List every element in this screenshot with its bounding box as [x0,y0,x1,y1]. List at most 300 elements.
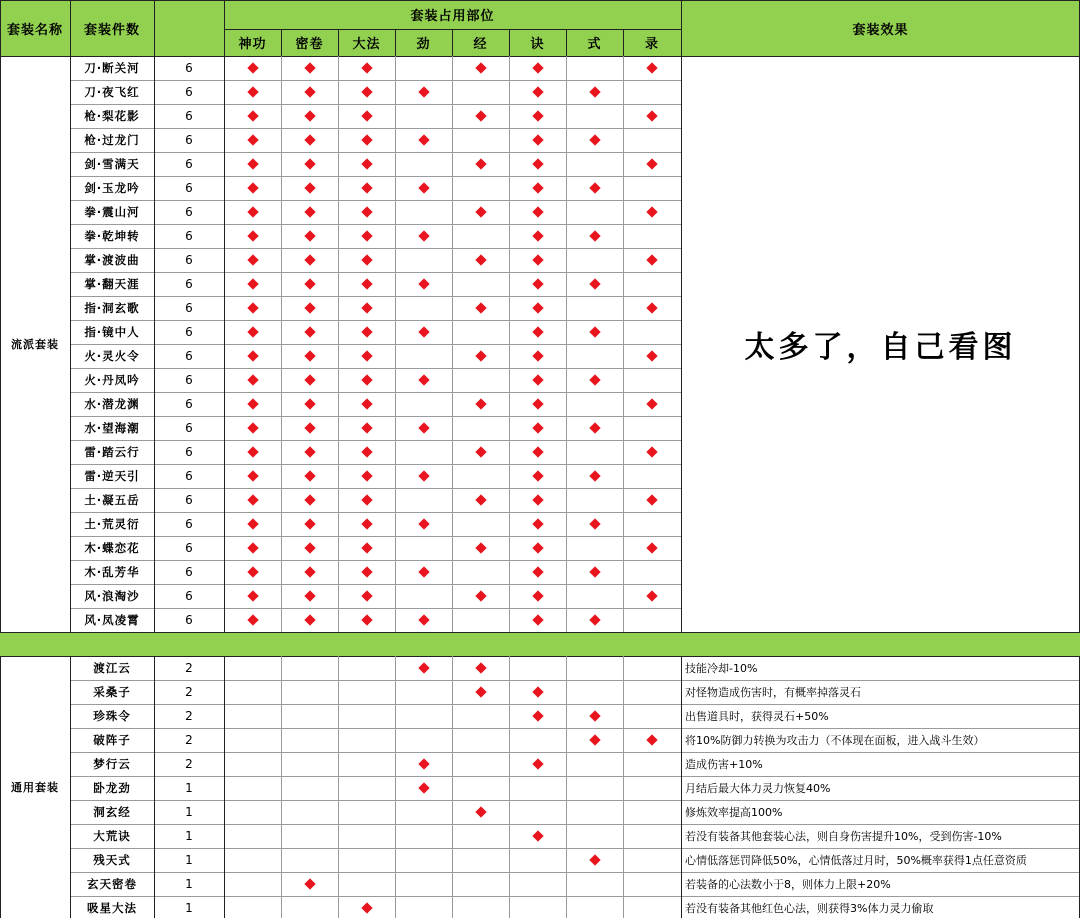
red-diamond-icon [304,254,315,265]
suit-count-cell: 6 [185,613,193,627]
suit-name-cell: 玄天密卷 [87,877,137,891]
slot-cell [395,368,452,392]
red-diamond-icon [475,806,486,817]
red-diamond-icon [247,398,258,409]
slot-cell [509,872,566,896]
grid-line [0,56,1,632]
slot-cell [509,800,566,824]
slot-cell [509,56,566,80]
slot-cell [509,848,566,872]
slot-cell [395,272,452,296]
slot-cell [224,248,281,272]
red-diamond-icon [589,734,600,745]
red-diamond-icon [418,326,429,337]
red-diamond-icon [418,470,429,481]
grid-line [154,0,155,56]
suit-effect-cell: 若装备的心法数小于8，则体力上限+20% [685,878,891,891]
slot-cell [338,896,395,920]
suit-count-cell: 1 [185,829,193,843]
red-diamond-icon [304,494,315,505]
grid-line [281,29,282,56]
slot-cell [224,656,281,680]
slot-cell [623,104,681,128]
slot-cell [281,488,338,512]
red-diamond-icon [247,254,258,265]
slot-cell [452,440,509,464]
slot-cell [509,320,566,344]
grid-line [70,704,1080,705]
suit-name-cell: 指·镜中人 [84,325,140,339]
slot-cell [281,320,338,344]
red-diamond-icon [475,206,486,217]
red-diamond-icon [589,518,600,529]
red-diamond-icon [589,422,600,433]
red-diamond-icon [532,254,543,265]
red-diamond-icon [532,62,543,73]
grid-line [0,656,1080,657]
slot-cell [509,224,566,248]
slot-cell [452,560,509,584]
grid-line [70,320,682,321]
slot-cell [566,224,623,248]
slot-cell [281,200,338,224]
slot-cell [623,512,681,536]
suit-name-cell: 水·望海潮 [84,421,140,435]
red-diamond-icon [589,710,600,721]
red-diamond-icon [418,614,429,625]
slot-cell [395,512,452,536]
slot-cell [281,800,338,824]
slot-cell [623,680,681,704]
grid-line [509,56,510,632]
slot-cell [566,104,623,128]
slot-cell [566,56,623,80]
slot-cell [623,608,681,632]
red-diamond-icon [247,374,258,385]
red-diamond-icon [646,494,657,505]
slot-cell [338,656,395,680]
red-diamond-icon [418,758,429,769]
slot-cell [623,464,681,488]
red-diamond-icon [532,446,543,457]
slot-cell [224,536,281,560]
red-diamond-icon [589,230,600,241]
slot-cell [509,128,566,152]
slot-cell [338,368,395,392]
header-slot-group: 套装占用部位 [224,0,681,29]
slot-cell [623,416,681,440]
red-diamond-icon [361,566,372,577]
red-diamond-icon [589,566,600,577]
slot-cell [509,440,566,464]
red-diamond-icon [304,62,315,73]
red-diamond-icon [304,182,315,193]
red-diamond-icon [532,110,543,121]
red-diamond-icon [304,398,315,409]
suit-name-cell: 土·荒灵衍 [84,517,140,531]
red-diamond-icon [589,134,600,145]
slot-cell [395,536,452,560]
slot-cell [623,848,681,872]
slot-cell [395,440,452,464]
slot-cell [338,320,395,344]
slot-cell [395,416,452,440]
red-diamond-icon [475,350,486,361]
red-diamond-icon [475,662,486,673]
slot-cell [281,392,338,416]
red-diamond-icon [304,446,315,457]
grid-line [70,0,71,56]
suit-name-cell: 火·丹凤吟 [84,373,140,387]
red-diamond-icon [646,62,657,73]
grid-line [452,56,453,632]
red-diamond-icon [247,158,258,169]
red-diamond-icon [475,62,486,73]
slot-cell [338,344,395,368]
slot-cell [509,704,566,728]
suit-count-cell: 6 [185,373,193,387]
slot-cell [395,896,452,920]
red-diamond-icon [361,518,372,529]
slot-cell [338,872,395,896]
grid-line [681,656,682,918]
suit-name-cell: 土·凝五岳 [84,493,140,507]
slot-cell [338,584,395,608]
slot-cell [338,560,395,584]
suit-count-cell: 6 [185,157,193,171]
slot-cell [566,800,623,824]
red-diamond-icon [532,686,543,697]
slot-cell [395,224,452,248]
grid-line [70,608,682,609]
slot-cell [224,848,281,872]
red-diamond-icon [361,278,372,289]
slot-cell [452,80,509,104]
grid-line [224,56,225,632]
grid-line [70,344,682,345]
red-diamond-icon [247,422,258,433]
red-diamond-icon [646,350,657,361]
slot-cell [452,128,509,152]
red-diamond-icon [304,590,315,601]
red-diamond-icon [304,422,315,433]
red-diamond-icon [361,254,372,265]
slot-cell [395,392,452,416]
slot-cell [509,368,566,392]
suit-count-cell: 6 [185,349,193,363]
red-diamond-icon [361,542,372,553]
suit-name-cell: 火·灵火令 [84,349,140,363]
grid-line [509,29,510,56]
red-diamond-icon [475,110,486,121]
slot-cell [452,272,509,296]
suit-name-cell: 掌·翻天涯 [84,277,140,291]
slot-cell [566,152,623,176]
red-diamond-icon [304,326,315,337]
slot-cell [623,896,681,920]
grid-line [566,56,567,632]
slot-cell [281,848,338,872]
red-diamond-icon [247,110,258,121]
red-diamond-icon [646,398,657,409]
suit-name-cell: 风·凤凌霄 [84,613,140,627]
grid-line [623,29,624,56]
suit-count-cell: 2 [185,733,193,747]
grid-line [623,56,624,632]
grid-line [70,536,682,537]
grid-line [395,56,396,632]
slot-cell [338,776,395,800]
red-diamond-icon [532,302,543,313]
slot-cell [623,248,681,272]
red-diamond-icon [532,470,543,481]
red-diamond-icon [532,614,543,625]
slot-cell [452,176,509,200]
grid-line [70,728,1080,729]
slot-cell [566,512,623,536]
slot-cell [338,848,395,872]
slot-cell [509,200,566,224]
red-diamond-icon [361,422,372,433]
suit-name-cell: 剑·玉龙吟 [84,181,140,195]
slot-cell [566,560,623,584]
slot-cell [566,872,623,896]
slot-cell [566,296,623,320]
slot-cell [623,296,681,320]
suit-name-cell: 枪·过龙门 [84,133,140,147]
red-diamond-icon [361,134,372,145]
red-diamond-icon [361,350,372,361]
slot-cell [509,176,566,200]
slot-cell [338,176,395,200]
slot-cell [566,488,623,512]
slot-cell [566,776,623,800]
red-diamond-icon [532,830,543,841]
red-diamond-icon [247,230,258,241]
red-diamond-icon [247,206,258,217]
grid-line [70,896,1080,897]
slot-cell [452,488,509,512]
red-diamond-icon [418,566,429,577]
grid-line [70,848,1080,849]
red-diamond-icon [589,374,600,385]
red-diamond-icon [646,110,657,121]
slot-cell [338,152,395,176]
slot-cell [224,440,281,464]
suit-effect-cell: 技能冷却-10% [685,662,758,675]
slot-cell [338,608,395,632]
slot-cell [623,656,681,680]
slot-cell [224,608,281,632]
separator-band [0,632,1080,656]
grid-line [623,656,624,918]
slot-cell [281,344,338,368]
red-diamond-icon [646,446,657,457]
slot-cell [224,176,281,200]
slot-cell [281,272,338,296]
slot-cell [338,464,395,488]
slot-cell [281,896,338,920]
red-diamond-icon [418,374,429,385]
slot-cell [623,200,681,224]
slot-cell [281,680,338,704]
red-diamond-icon [361,302,372,313]
red-diamond-icon [304,374,315,385]
slot-cell [224,392,281,416]
suit-name-cell: 剑·雪满天 [84,157,140,171]
red-diamond-icon [361,590,372,601]
suit-count-cell: 2 [185,661,193,675]
slot-cell [509,656,566,680]
slot-cell [566,896,623,920]
suit-effect-cell: 若没有装备其他套装心法，则自身伤害提升10%，受到伤害-10% [685,830,1002,843]
slot-cell [623,584,681,608]
red-diamond-icon [418,134,429,145]
grid-line [70,560,682,561]
grid-line [70,440,682,441]
grid-line [70,152,682,153]
red-diamond-icon [418,518,429,529]
slot-cell [566,176,623,200]
red-diamond-icon [475,494,486,505]
red-diamond-icon [247,518,258,529]
grid-line [70,752,1080,753]
slot-cell [452,224,509,248]
red-diamond-icon [304,470,315,481]
slot-cell [623,344,681,368]
slot-cell [338,488,395,512]
suit-name-cell: 破阵子 [93,733,131,747]
red-diamond-icon [532,398,543,409]
red-diamond-icon [361,206,372,217]
suit-effect-cell: 对怪物造成伤害时，有概率掉落灵石 [685,686,861,699]
red-diamond-icon [247,494,258,505]
suit-count-cell: 6 [185,445,193,459]
red-diamond-icon [532,758,543,769]
slot-cell [452,200,509,224]
red-diamond-icon [418,782,429,793]
red-diamond-icon [361,110,372,121]
slot-cell [452,896,509,920]
red-diamond-icon [304,86,315,97]
slot-cell [395,752,452,776]
red-diamond-icon [304,134,315,145]
red-diamond-icon [304,350,315,361]
slot-cell [224,584,281,608]
slot-cell [509,608,566,632]
slot-cell [623,56,681,80]
grid-line [70,368,682,369]
slot-cell [509,584,566,608]
slot-cell [509,296,566,320]
red-diamond-icon [532,566,543,577]
red-diamond-icon [646,302,657,313]
slot-cell [395,776,452,800]
red-diamond-icon [247,350,258,361]
red-diamond-icon [532,86,543,97]
red-diamond-icon [247,278,258,289]
red-diamond-icon [475,254,486,265]
slot-cell [566,680,623,704]
slot-cell [452,656,509,680]
suit-name-cell: 木·蝶恋花 [84,541,140,555]
slot-cell [566,848,623,872]
slot-cell [338,296,395,320]
grid-line [70,224,682,225]
grid-line [338,56,339,632]
slot-cell [623,728,681,752]
slot-cell [395,296,452,320]
red-diamond-icon [475,542,486,553]
slot-cell [395,872,452,896]
grid-line [281,56,282,632]
slot-cell [395,464,452,488]
slot-cell [224,896,281,920]
suit-count-cell: 6 [185,205,193,219]
slot-cell [281,824,338,848]
suit-count-cell: 6 [185,181,193,195]
grid-line [70,776,1080,777]
slot-cell [452,296,509,320]
slot-cell [566,416,623,440]
slot-cell [281,368,338,392]
slot-cell [281,152,338,176]
grid-line [70,872,1080,873]
grid-line [70,584,682,585]
red-diamond-icon [475,158,486,169]
slot-cell [452,728,509,752]
red-diamond-icon [532,494,543,505]
red-diamond-icon [589,278,600,289]
slot-cell [623,392,681,416]
slot-cell [509,680,566,704]
slot-cell [224,152,281,176]
slot-cell [566,80,623,104]
slot-cell [338,800,395,824]
red-diamond-icon [361,902,372,913]
slot-cell [281,176,338,200]
slot-cell [224,200,281,224]
red-diamond-icon [361,398,372,409]
grid-line [281,656,282,918]
slot-cell [452,464,509,488]
suit-name-cell: 刀·夜飞红 [84,85,140,99]
slot-cell [281,248,338,272]
slot-cell [281,584,338,608]
red-diamond-icon [418,86,429,97]
header-effect: 套装效果 [681,0,1080,56]
suit-count-cell: 6 [185,109,193,123]
slot-cell [623,872,681,896]
slot-cell [281,536,338,560]
slot-cell [395,608,452,632]
red-diamond-icon [247,566,258,577]
slot-cell [224,320,281,344]
suit-count-cell: 1 [185,781,193,795]
slot-cell [281,872,338,896]
slot-cell [566,608,623,632]
slot-cell [623,176,681,200]
red-diamond-icon [646,206,657,217]
slot-cell [395,824,452,848]
slot-cell [452,704,509,728]
red-diamond-icon [361,62,372,73]
red-diamond-icon [475,686,486,697]
grid-line [70,56,71,632]
grid-line [70,824,1080,825]
suit-count-cell: 6 [185,517,193,531]
slot-cell [224,56,281,80]
